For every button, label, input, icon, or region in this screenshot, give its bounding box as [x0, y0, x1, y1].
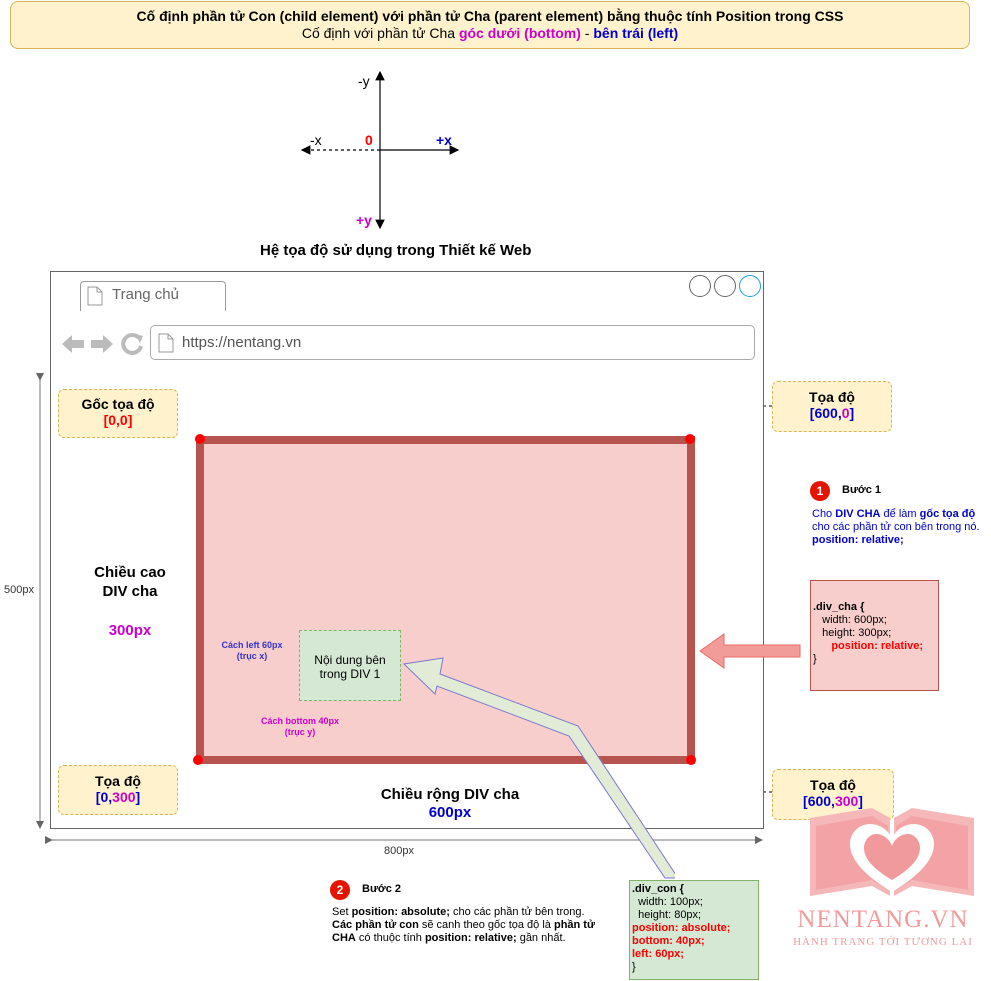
step-1-text-1: Cho [812, 508, 836, 520]
step-1-title: Bước 1 [842, 484, 882, 496]
step-1-text-goc: gốc tọa độ [919, 508, 976, 520]
coord-y: 300 [112, 789, 136, 805]
corner-dot-top-right [685, 434, 695, 444]
axis-label-origin: 0 [365, 132, 373, 148]
note-bottom-right-title: Tọa độ [810, 777, 856, 793]
coord-x: 0 [100, 789, 109, 805]
green-arrow-icon [395, 650, 675, 885]
note-bottom-left-title: Tọa độ [95, 773, 141, 789]
step-2-l3-d: gần nhất. [516, 932, 566, 944]
parent-height-title-2: DIV cha [102, 583, 158, 600]
browser-width-label: 800px [384, 845, 414, 857]
step-2-title: Bước 2 [362, 883, 402, 895]
parent-width-value: 600px [428, 804, 472, 821]
child-div [299, 630, 401, 701]
tab-label: Trang chủ [112, 286, 179, 303]
browser-height-label: 500px [4, 584, 34, 596]
title-sep: - [580, 25, 594, 41]
code-cha-line-5: } [813, 653, 817, 665]
note-top-right-value [773, 405, 891, 421]
left-offset-note-1: Cách left 60px [221, 640, 283, 650]
step-1-badge: 1 [810, 481, 830, 501]
coord-open: [ [809, 405, 815, 421]
step-2-l2-b: sẽ canh theo gốc tọa độ là [418, 919, 554, 931]
title-line-2-prefix: Cố định với phần tử Cha [301, 25, 459, 41]
axis-label-neg-y: -y [358, 73, 370, 89]
coord-open: [ [803, 793, 808, 809]
corner-dot-bottom-right [686, 755, 696, 765]
code-con-line-6: left: 60px; [632, 948, 684, 960]
coord-x: 600 [814, 405, 838, 421]
code-con-line-5: bottom: 40px; [632, 935, 705, 947]
brand-name: NENTANG.VN [797, 906, 969, 933]
title-bottom: góc dưới (bottom) [458, 25, 581, 41]
axis-label-pos-x: +x [436, 132, 452, 148]
corner-dot-top-left [195, 434, 205, 444]
note-top-left-title: Gốc tọa độ [81, 396, 155, 412]
axis-label-pos-y: +y [356, 212, 372, 228]
code-con-line-1: .div_con { [632, 883, 684, 895]
coord-close: ] [849, 405, 855, 421]
coord-open: [ [95, 789, 101, 805]
step-2-l1-c: cho các phần tử bên trong. [449, 906, 585, 918]
code-con-line-4: position: absolute; [632, 922, 731, 934]
page-icon [87, 286, 103, 306]
child-content: Nội dung bên trong DIV 1 [314, 653, 386, 681]
step-1-text-divcha: DIV CHA [835, 508, 881, 520]
step-2-text [332, 906, 622, 945]
step-2-l2-c: phần tử [553, 919, 595, 931]
parent-height-title-1: Chiều cao [94, 564, 166, 581]
code-con-line-7: } [632, 961, 636, 973]
code-cha-line-3: height: 300px; [813, 627, 892, 639]
code-con-line-3: height: 80px; [632, 909, 702, 921]
step-1-text-pos: position: relative; [812, 534, 904, 546]
address-page-icon [158, 333, 174, 353]
back-arrow-icon[interactable] [60, 332, 86, 356]
book-heart-logo-icon [802, 796, 982, 906]
coord-x: 600 [807, 793, 832, 809]
note-top-left [58, 389, 178, 438]
axis-label-neg-x: -x [310, 132, 322, 148]
step-1-text-2: để làm [880, 508, 920, 520]
window-control-3-icon[interactable] [739, 275, 761, 297]
coord-comma: , [837, 405, 842, 421]
step-2-l3-c: position: relative; [424, 932, 517, 944]
title-line-1: Cố định phần tử Con (child element) với phần tử Cha (parent element) bằng thuộc tính Position trong CSS [136, 8, 844, 24]
coord-comma: , [108, 789, 113, 805]
parent-height-value: 300px [108, 622, 152, 639]
step-2-l1-a: Set [332, 906, 352, 918]
coord-y: 0 [841, 405, 850, 421]
coord-close: ] [135, 789, 141, 805]
url-text: https://nentang.vn [182, 334, 302, 351]
bottom-offset-note-1: Cách bottom 40px [260, 716, 339, 726]
window-control-2-icon[interactable] [714, 275, 736, 297]
step-2-l2-a: Các phần tử con [332, 919, 419, 931]
step-1-text [812, 508, 982, 547]
title-left: bên trái (left) [593, 25, 679, 41]
step-2-line-3 [332, 932, 622, 945]
parent-width-title: Chiều rộng DIV cha [380, 786, 520, 803]
code-div-cha [810, 580, 939, 691]
code-cha-line-4: position: relative; [822, 640, 924, 652]
step-2-l1-b: position: absolute; [351, 906, 450, 918]
forward-arrow-icon[interactable] [89, 332, 115, 356]
note-top-right-title: Tọa độ [809, 389, 855, 405]
step-2-line-2 [332, 919, 622, 932]
reload-icon[interactable] [120, 332, 144, 356]
parent-height-title [70, 563, 190, 601]
axes-caption: Hệ tọa độ sử dụng trong Thiết kế Web [260, 242, 532, 259]
note-top-left-value: [0,0] [103, 412, 133, 428]
bottom-offset-note-2: (trục y) [284, 727, 316, 737]
bottom-offset-note [250, 716, 350, 738]
step-2-badge: 2 [330, 880, 350, 900]
corner-dot-bottom-left [193, 755, 203, 765]
window-control-1-icon[interactable] [689, 275, 711, 297]
left-offset-note [212, 640, 292, 662]
note-bottom-left-value [59, 789, 177, 805]
coord-close: ] [858, 793, 863, 809]
code-cha-line-1: .div_cha { [813, 601, 865, 613]
code-div-con [629, 880, 759, 980]
step-2-l3-a: CHA [332, 932, 356, 944]
code-cha-line-2: width: 600px; [813, 614, 887, 626]
left-offset-note-2: (trục x) [236, 651, 268, 661]
pink-arrow-icon [698, 631, 802, 671]
coord-comma: , [831, 793, 835, 809]
step-2-l3-b: có thuộc tính [355, 932, 425, 944]
coord-y: 300 [834, 793, 859, 809]
step-1-text-3: cho các phần tử con bên trong nó. [812, 521, 980, 533]
note-bottom-left [58, 765, 178, 815]
code-con-line-2: width: 100px; [632, 896, 703, 908]
step-2-line-1 [332, 906, 622, 919]
brand-tagline: HÀNH TRANG TỚI TƯƠNG LAI [793, 936, 973, 948]
note-top-right [772, 381, 892, 432]
